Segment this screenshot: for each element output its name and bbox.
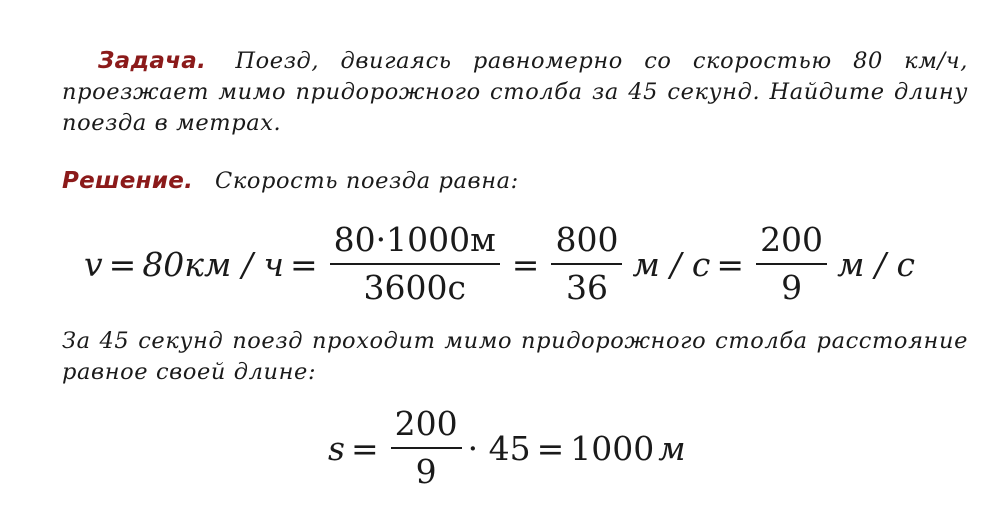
fraction-denominator: 9 bbox=[781, 268, 803, 307]
speed-formula bbox=[84, 218, 915, 310]
solution-paragraph bbox=[62, 166, 968, 197]
passage-text: За 45 секунд поезд проходит мимо придорожного столба расстояние равное своей длине: bbox=[62, 328, 968, 385]
task-text: Поезд, двигаясь равномерно со скоростью 80 км/ч, проезжает мимо придорожного столба за 45 секунд. Найдите длину поезда в метрах. bbox=[62, 48, 968, 136]
equals-sign: = bbox=[108, 244, 137, 284]
fraction-bar bbox=[551, 263, 622, 265]
equals-sign: = bbox=[536, 428, 565, 468]
multiplier: · 45 bbox=[467, 428, 531, 468]
task-heading: Задача. bbox=[98, 48, 207, 74]
fraction-final bbox=[756, 219, 827, 309]
solution-heading: Решение. bbox=[62, 168, 194, 194]
distance-formula bbox=[328, 402, 686, 494]
equals-sign: = bbox=[350, 428, 379, 468]
equals-sign: = bbox=[511, 244, 540, 284]
fraction-conversion bbox=[330, 219, 500, 309]
fraction-denominator: 36 bbox=[565, 268, 608, 307]
speed-variable: v bbox=[84, 244, 103, 284]
fraction-denominator: 9 bbox=[415, 452, 437, 491]
fraction-numerator: 80·1000м bbox=[333, 220, 496, 259]
unit-meters-per-second: м / с bbox=[632, 244, 711, 284]
speed-value: 80км / ч bbox=[142, 244, 284, 284]
equals-sign: = bbox=[716, 244, 745, 284]
fraction-simplified bbox=[551, 219, 622, 309]
fraction-bar bbox=[756, 263, 827, 265]
equals-sign: = bbox=[290, 244, 318, 284]
distance-variable: s bbox=[328, 428, 345, 468]
passage-paragraph bbox=[62, 326, 968, 388]
fraction-numerator: 800 bbox=[555, 220, 619, 259]
fraction-denominator: 3600с bbox=[363, 268, 466, 307]
fraction-bar bbox=[330, 263, 500, 265]
result-value: 1000 bbox=[570, 428, 655, 468]
fraction-numerator: 200 bbox=[394, 404, 458, 443]
fraction-numerator: 200 bbox=[760, 220, 824, 259]
unit-meters-per-second: м / с bbox=[837, 244, 916, 284]
fraction-speed bbox=[391, 403, 462, 493]
task-paragraph bbox=[62, 46, 968, 139]
solution-text: Скорость поезда равна: bbox=[215, 168, 519, 194]
fraction-bar bbox=[391, 447, 462, 449]
unit-meters: м bbox=[658, 428, 686, 468]
